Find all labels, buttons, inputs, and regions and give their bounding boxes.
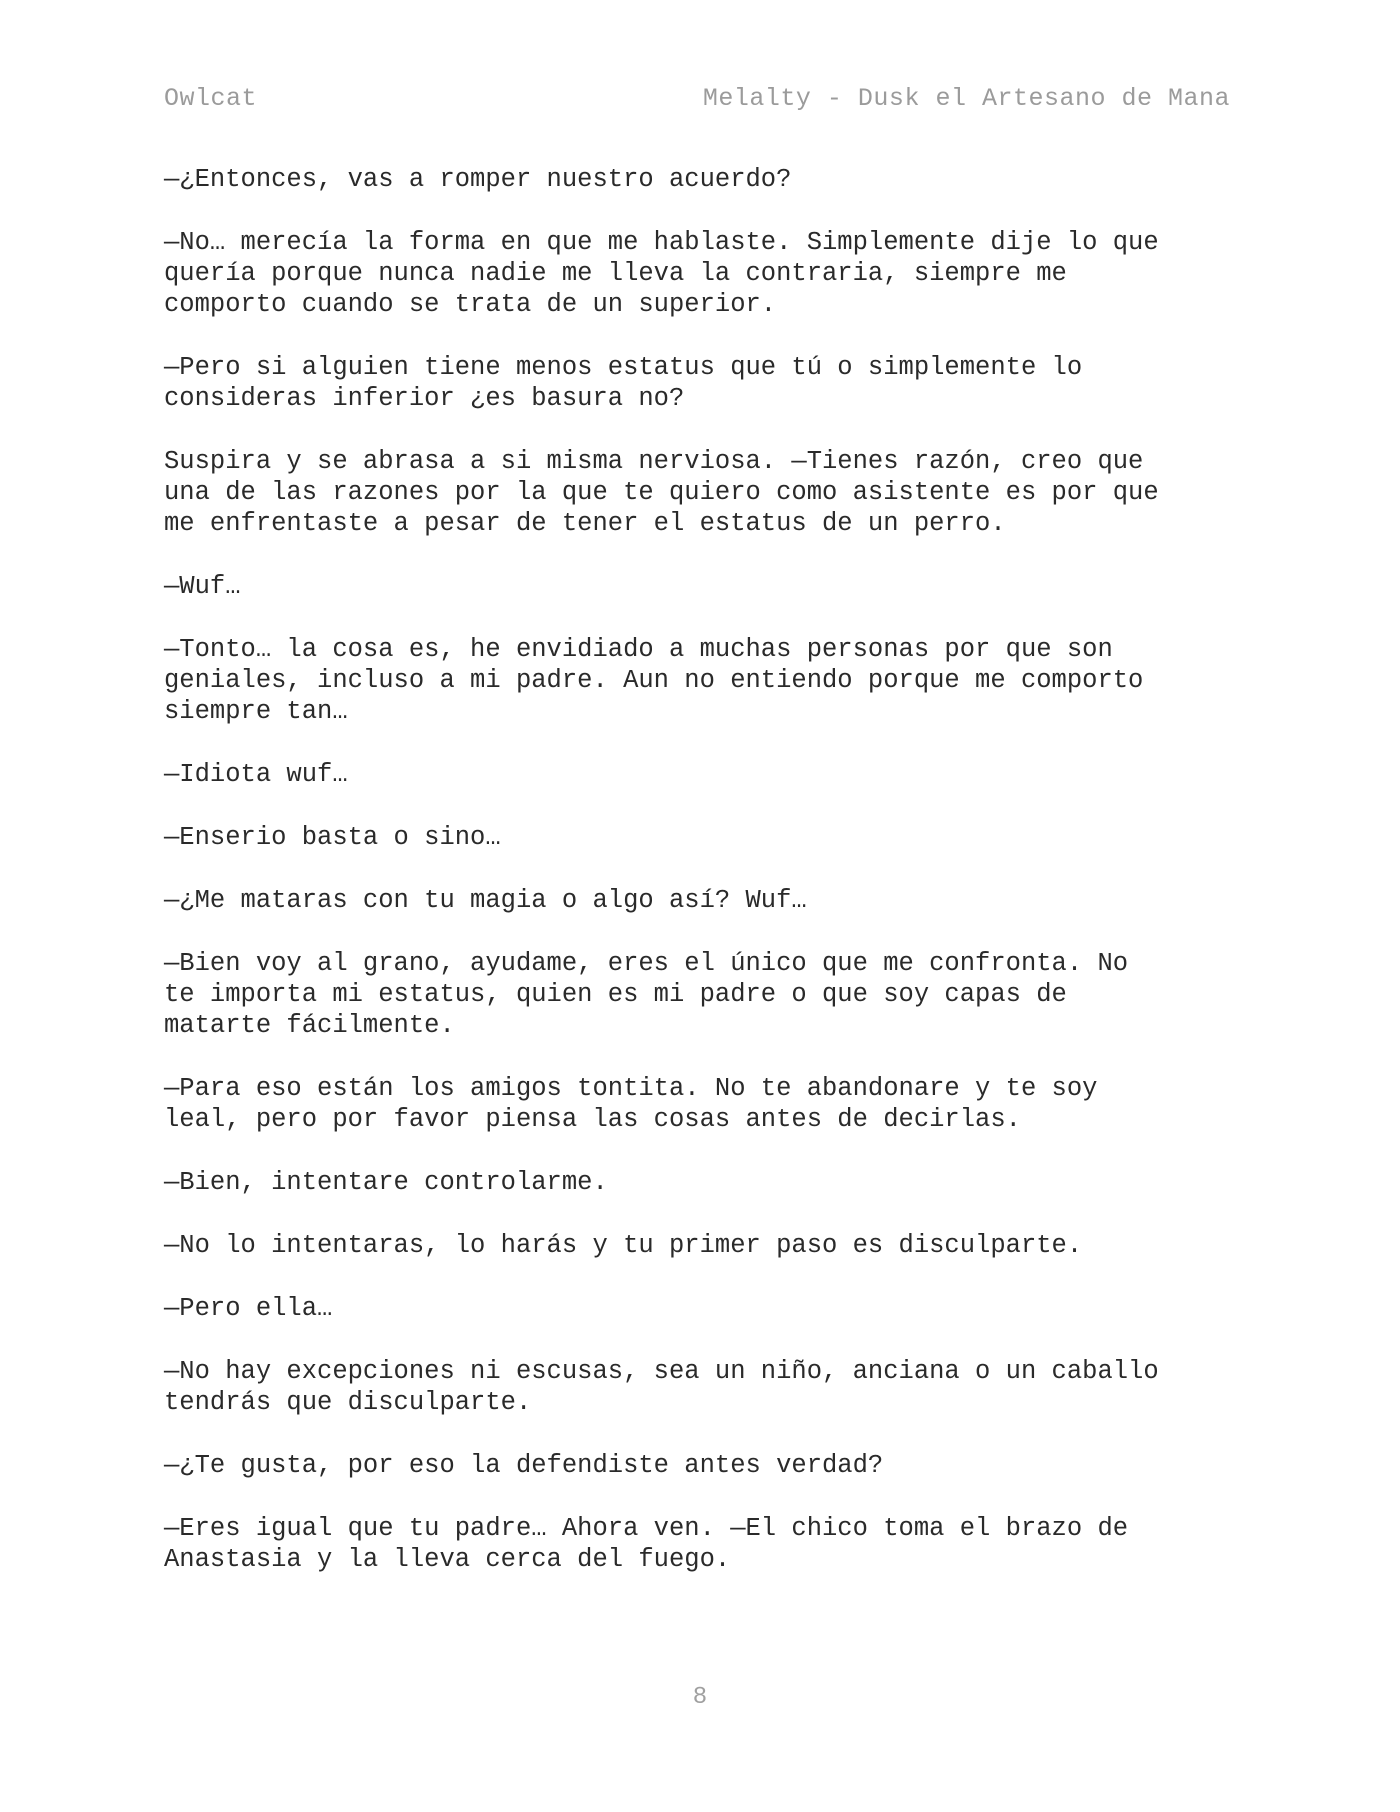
paragraph: [164, 1167, 1244, 1198]
paragraph: [164, 1450, 1244, 1481]
text-line: Anastasia y la lleva cerca del fuego.: [164, 1545, 731, 1574]
text-line: matarte fácilmente.: [164, 1011, 455, 1040]
text-line: —¿Me mataras con tu magia o algo así? Wuf…: [164, 886, 807, 915]
paragraph: [164, 1230, 1244, 1261]
text-line: —No lo intentaras, lo harás y tu primer paso es disculparte.: [164, 1231, 1083, 1260]
document-body: [164, 164, 1244, 1607]
text-line: —Enserio basta o sino…: [164, 823, 501, 852]
text-line: geniales, incluso a mi padre. Aun no entiendo porque me comporto: [164, 666, 1144, 695]
paragraph: [164, 822, 1244, 853]
paragraph: [164, 1513, 1244, 1575]
paragraph: [164, 164, 1244, 195]
text-line: comporto cuando se trata de un superior.: [164, 290, 777, 319]
paragraph: [164, 227, 1244, 320]
paragraph: [164, 759, 1244, 790]
text-line: quería porque nunca nadie me lleva la contraria, siempre me: [164, 259, 1067, 288]
paragraph: [164, 1073, 1244, 1135]
text-line: —No… merecía la forma en que me hablaste. Simplemente dije lo que: [164, 228, 1159, 257]
text-line: —Tonto… la cosa es, he envidiado a muchas personas por que son: [164, 635, 1113, 664]
text-line: —No hay excepciones ni escusas, sea un niño, anciana o un caballo: [164, 1357, 1159, 1386]
text-line: siempre tan…: [164, 697, 348, 726]
page-number: 8: [692, 1684, 708, 1711]
text-line: te importa mi estatus, quien es mi padre o que soy capas de: [164, 980, 1067, 1009]
text-line: consideras inferior ¿es basura no?: [164, 384, 685, 413]
paragraph: [164, 1293, 1244, 1324]
paragraph: [164, 571, 1244, 602]
text-line: —¿Te gusta, por eso la defendiste antes verdad?: [164, 1451, 884, 1480]
text-line: leal, pero por favor piensa las cosas antes de decirlas.: [164, 1105, 1021, 1134]
header-title: Melalty - Dusk el Artesano de Mana: [702, 84, 1230, 113]
header-author: Owlcat: [164, 84, 258, 113]
text-line: una de las razones por la que te quiero como asistente es por que: [164, 478, 1159, 507]
text-line: —Para eso están los amigos tontita. No te abandonare y te soy: [164, 1074, 1098, 1103]
text-line: —Bien voy al grano, ayudame, eres el único que me confronta. No: [164, 949, 1129, 978]
paragraph: [164, 948, 1244, 1041]
text-line: —¿Entonces, vas a romper nuestro acuerdo?: [164, 165, 792, 194]
text-line: Suspira y se abrasa a si misma nerviosa. —Tienes razón, creo que: [164, 447, 1144, 476]
text-line: —Idiota wuf…: [164, 760, 348, 789]
paragraph: [164, 446, 1244, 539]
text-line: —Bien, intentare controlarme.: [164, 1168, 608, 1197]
paragraph: [164, 885, 1244, 916]
text-line: —Pero si alguien tiene menos estatus que tú o simplemente lo: [164, 353, 1083, 382]
text-line: tendrás que disculparte.: [164, 1388, 532, 1417]
text-line: —Pero ella…: [164, 1294, 333, 1323]
text-line: —Wuf…: [164, 572, 241, 601]
text-line: me enfrentaste a pesar de tener el estatus de un perro.: [164, 509, 1006, 538]
page-header: [164, 84, 1230, 113]
paragraph: [164, 1356, 1244, 1418]
paragraph: [164, 352, 1244, 414]
paragraph: [164, 634, 1244, 727]
text-line: —Eres igual que tu padre… Ahora ven. —El chico toma el brazo de: [164, 1514, 1129, 1543]
